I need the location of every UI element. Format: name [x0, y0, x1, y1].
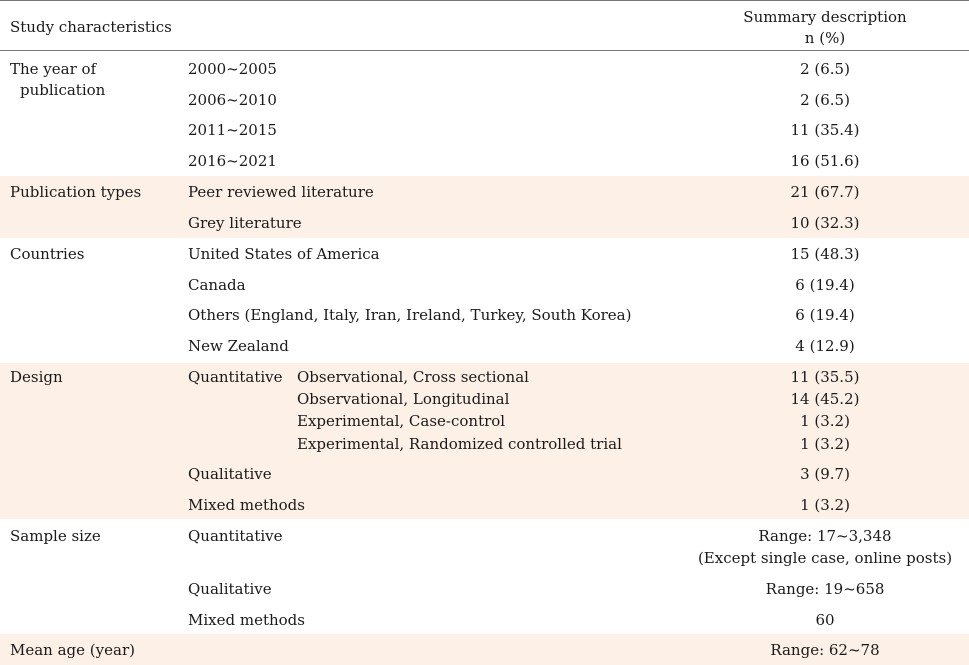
design-quant-row-value: 1 (3.2) [800, 435, 850, 453]
pubtype-row-label: Peer reviewed literature [188, 183, 374, 201]
country-row-label: Others (England, Italy, Iran, Ireland, Turkey, South Korea) [188, 306, 632, 324]
sample-quant-value-line1: Range: 17~3,348 [758, 527, 892, 545]
header-study-characteristics: Study characteristics [10, 18, 172, 36]
sample-qual-value: Range: 19~658 [765, 580, 885, 598]
table-header [0, 1, 969, 51]
header-summary-description: Summary description [743, 8, 907, 26]
design-quant-row-label: Experimental, Case-control [297, 412, 506, 430]
design-quant-label: Quantitative [188, 368, 283, 386]
country-row-value: 15 (48.3) [790, 245, 860, 263]
pubtype-row-label: Grey literature [188, 214, 302, 232]
design-mixed-label: Mixed methods [188, 496, 305, 514]
year-row-label: 2000~2005 [188, 60, 277, 78]
pubtype-row-value: 21 (67.7) [790, 183, 860, 201]
year-label-line2: publication [20, 81, 106, 99]
country-row-value: 4 (12.9) [795, 337, 855, 355]
year-row-label: 2016~2021 [188, 152, 277, 170]
design-quant-row-label: Observational, Cross sectional [297, 368, 529, 386]
pubtype-label: Publication types [10, 183, 142, 201]
design-quant-row-label: Experimental, Randomized controlled trial [297, 435, 622, 453]
age-label: Mean age (year) [10, 641, 135, 659]
year-row-label: 2006~2010 [188, 91, 277, 109]
country-row-label: United States of America [188, 245, 380, 263]
year-row-value: 11 (35.4) [790, 121, 860, 139]
sample-quant-value-line2: (Except single case, online posts) [697, 549, 953, 567]
country-row-value: 6 (19.4) [795, 306, 855, 324]
design-mixed-value: 1 (3.2) [800, 496, 850, 514]
design-quant-row-value: 11 (35.5) [790, 368, 860, 386]
country-row-label: New Zealand [188, 337, 289, 355]
age-value: Range: 62~78 [770, 641, 880, 659]
country-row-value: 6 (19.4) [795, 276, 855, 294]
design-quant-row-label: Observational, Longitudinal [297, 390, 510, 408]
year-row-value: 2 (6.5) [800, 91, 850, 109]
design-quant-row-value: 1 (3.2) [800, 412, 850, 430]
design-qual-value: 3 (9.7) [800, 465, 850, 483]
sample-qual-label: Qualitative [188, 580, 272, 598]
country-row-label: Canada [188, 276, 246, 294]
design-quant-row-value: 14 (45.2) [790, 390, 860, 408]
sample-label: Sample size [10, 527, 101, 545]
sample-mixed-label: Mixed methods [188, 611, 305, 629]
header-n-percent: n (%) [804, 29, 846, 47]
year-row-label: 2011~2015 [188, 121, 277, 139]
sample-mixed-value: 60 [815, 611, 835, 629]
year-row-value: 16 (51.6) [790, 152, 860, 170]
pubtype-row-value: 10 (32.3) [790, 214, 860, 232]
design-qual-label: Qualitative [188, 465, 272, 483]
countries-label: Countries [10, 245, 85, 263]
year-label-line1: The year of [10, 60, 97, 78]
sample-quant-label: Quantitative [188, 527, 283, 545]
year-row-value: 2 (6.5) [800, 60, 850, 78]
design-label: Design [10, 368, 63, 386]
